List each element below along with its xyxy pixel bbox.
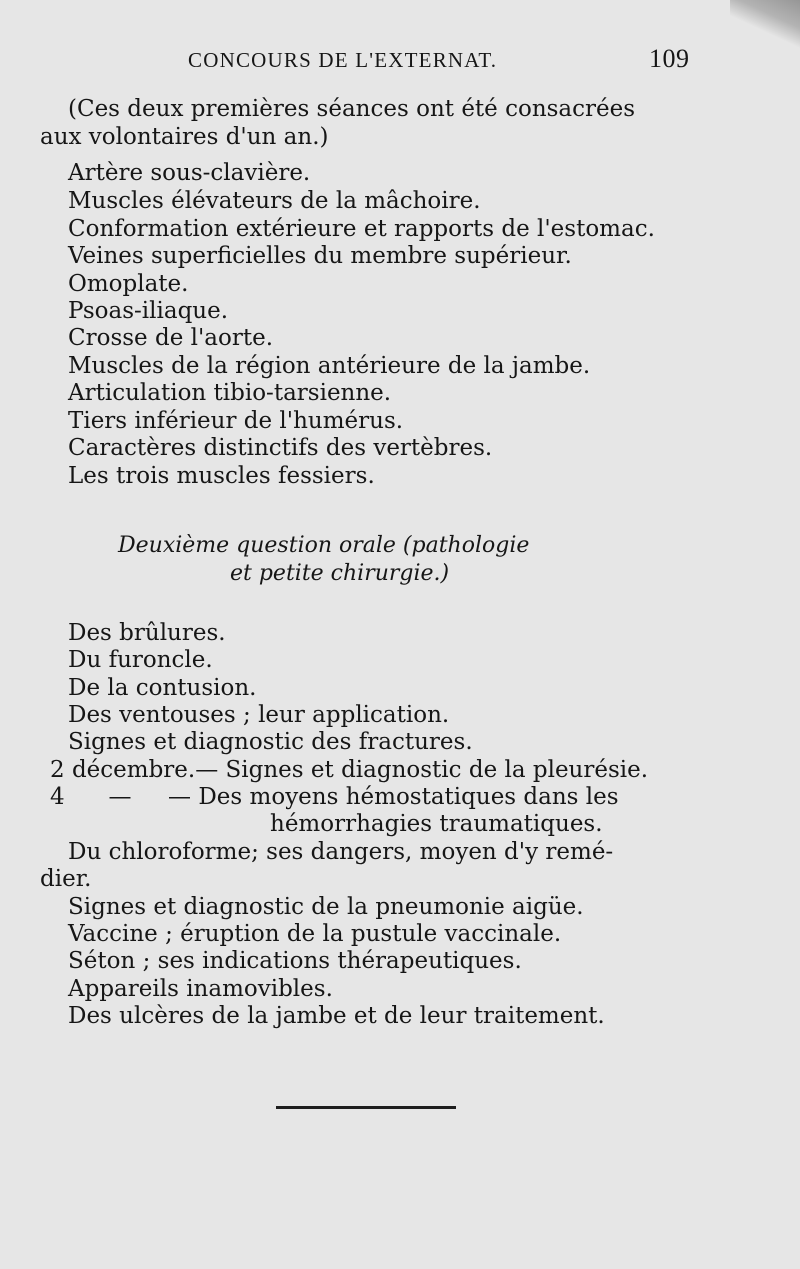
anatomy-item: Conformation extérieure et rapports de l'estomac.: [68, 216, 655, 242]
pathology-item: Signes et diagnostic des fractures.: [68, 729, 473, 755]
anatomy-item: Caractères distinctifs des vertèbres.: [68, 435, 493, 461]
pathology-item: Du chloroforme; ses dangers, moyen d'y remé-: [68, 839, 614, 865]
anatomy-item: Crosse de l'aorte.: [68, 325, 274, 351]
running-head: CONCOURS DE L'EXTERNAT.: [188, 48, 498, 72]
page-number: 109: [649, 44, 690, 73]
end-rule: [276, 1106, 456, 1109]
anatomy-item: Artère sous-clavière.: [68, 160, 311, 186]
section-heading-line2: et petite chirurgie.): [230, 561, 450, 586]
anatomy-item: Les trois muscles fessiers.: [68, 463, 375, 489]
pathology-item: Du furoncle.: [68, 647, 213, 673]
anatomy-item: Muscles de la région antérieure de la jambe.: [68, 353, 591, 379]
pathology-item: dier.: [40, 866, 92, 892]
pathology-item: De la contusion.: [68, 675, 257, 701]
pathology-item: Des ventouses ; leur application.: [68, 702, 450, 728]
anatomy-item: Veines superficielles du membre supérieur.: [68, 243, 572, 269]
anatomy-item: Muscles élévateurs de la mâchoire.: [68, 188, 481, 214]
pathology-item: Séton ; ses indications thérapeutiques.: [68, 948, 522, 974]
section-heading-line1: Deuxième question orale (pathologie: [118, 533, 530, 558]
intro-line: (Ces deux premières séances ont été consacrées: [68, 96, 636, 122]
intro-line: aux volontaires d'un an.): [40, 124, 329, 150]
pathology-item: Appareils inamovibles.: [68, 976, 333, 1002]
anatomy-item: Psoas-iliaque.: [68, 298, 229, 324]
pathology-item: Signes et diagnostic de la pneumonie aigüe.: [68, 894, 584, 920]
anatomy-item: Articulation tibio-tarsienne.: [68, 380, 392, 406]
pathology-item: hémorrhagies traumatiques.: [270, 811, 603, 837]
pathology-item: Des ulcères de la jambe et de leur traitement.: [68, 1003, 605, 1029]
pathology-item: 4 — — Des moyens hémostatiques dans les: [50, 784, 619, 810]
page-header: [0, 44, 800, 78]
pathology-item: Des brûlures.: [68, 620, 226, 646]
pathology-item: Vaccine ; éruption de la pustule vaccinale.: [68, 921, 562, 947]
pathology-item: 2 décembre.— Signes et diagnostic de la pleurésie.: [50, 757, 649, 783]
anatomy-item: Tiers inférieur de l'humérus.: [68, 408, 404, 434]
page-corner-fold: [730, 0, 800, 48]
anatomy-item: Omoplate.: [68, 271, 189, 297]
